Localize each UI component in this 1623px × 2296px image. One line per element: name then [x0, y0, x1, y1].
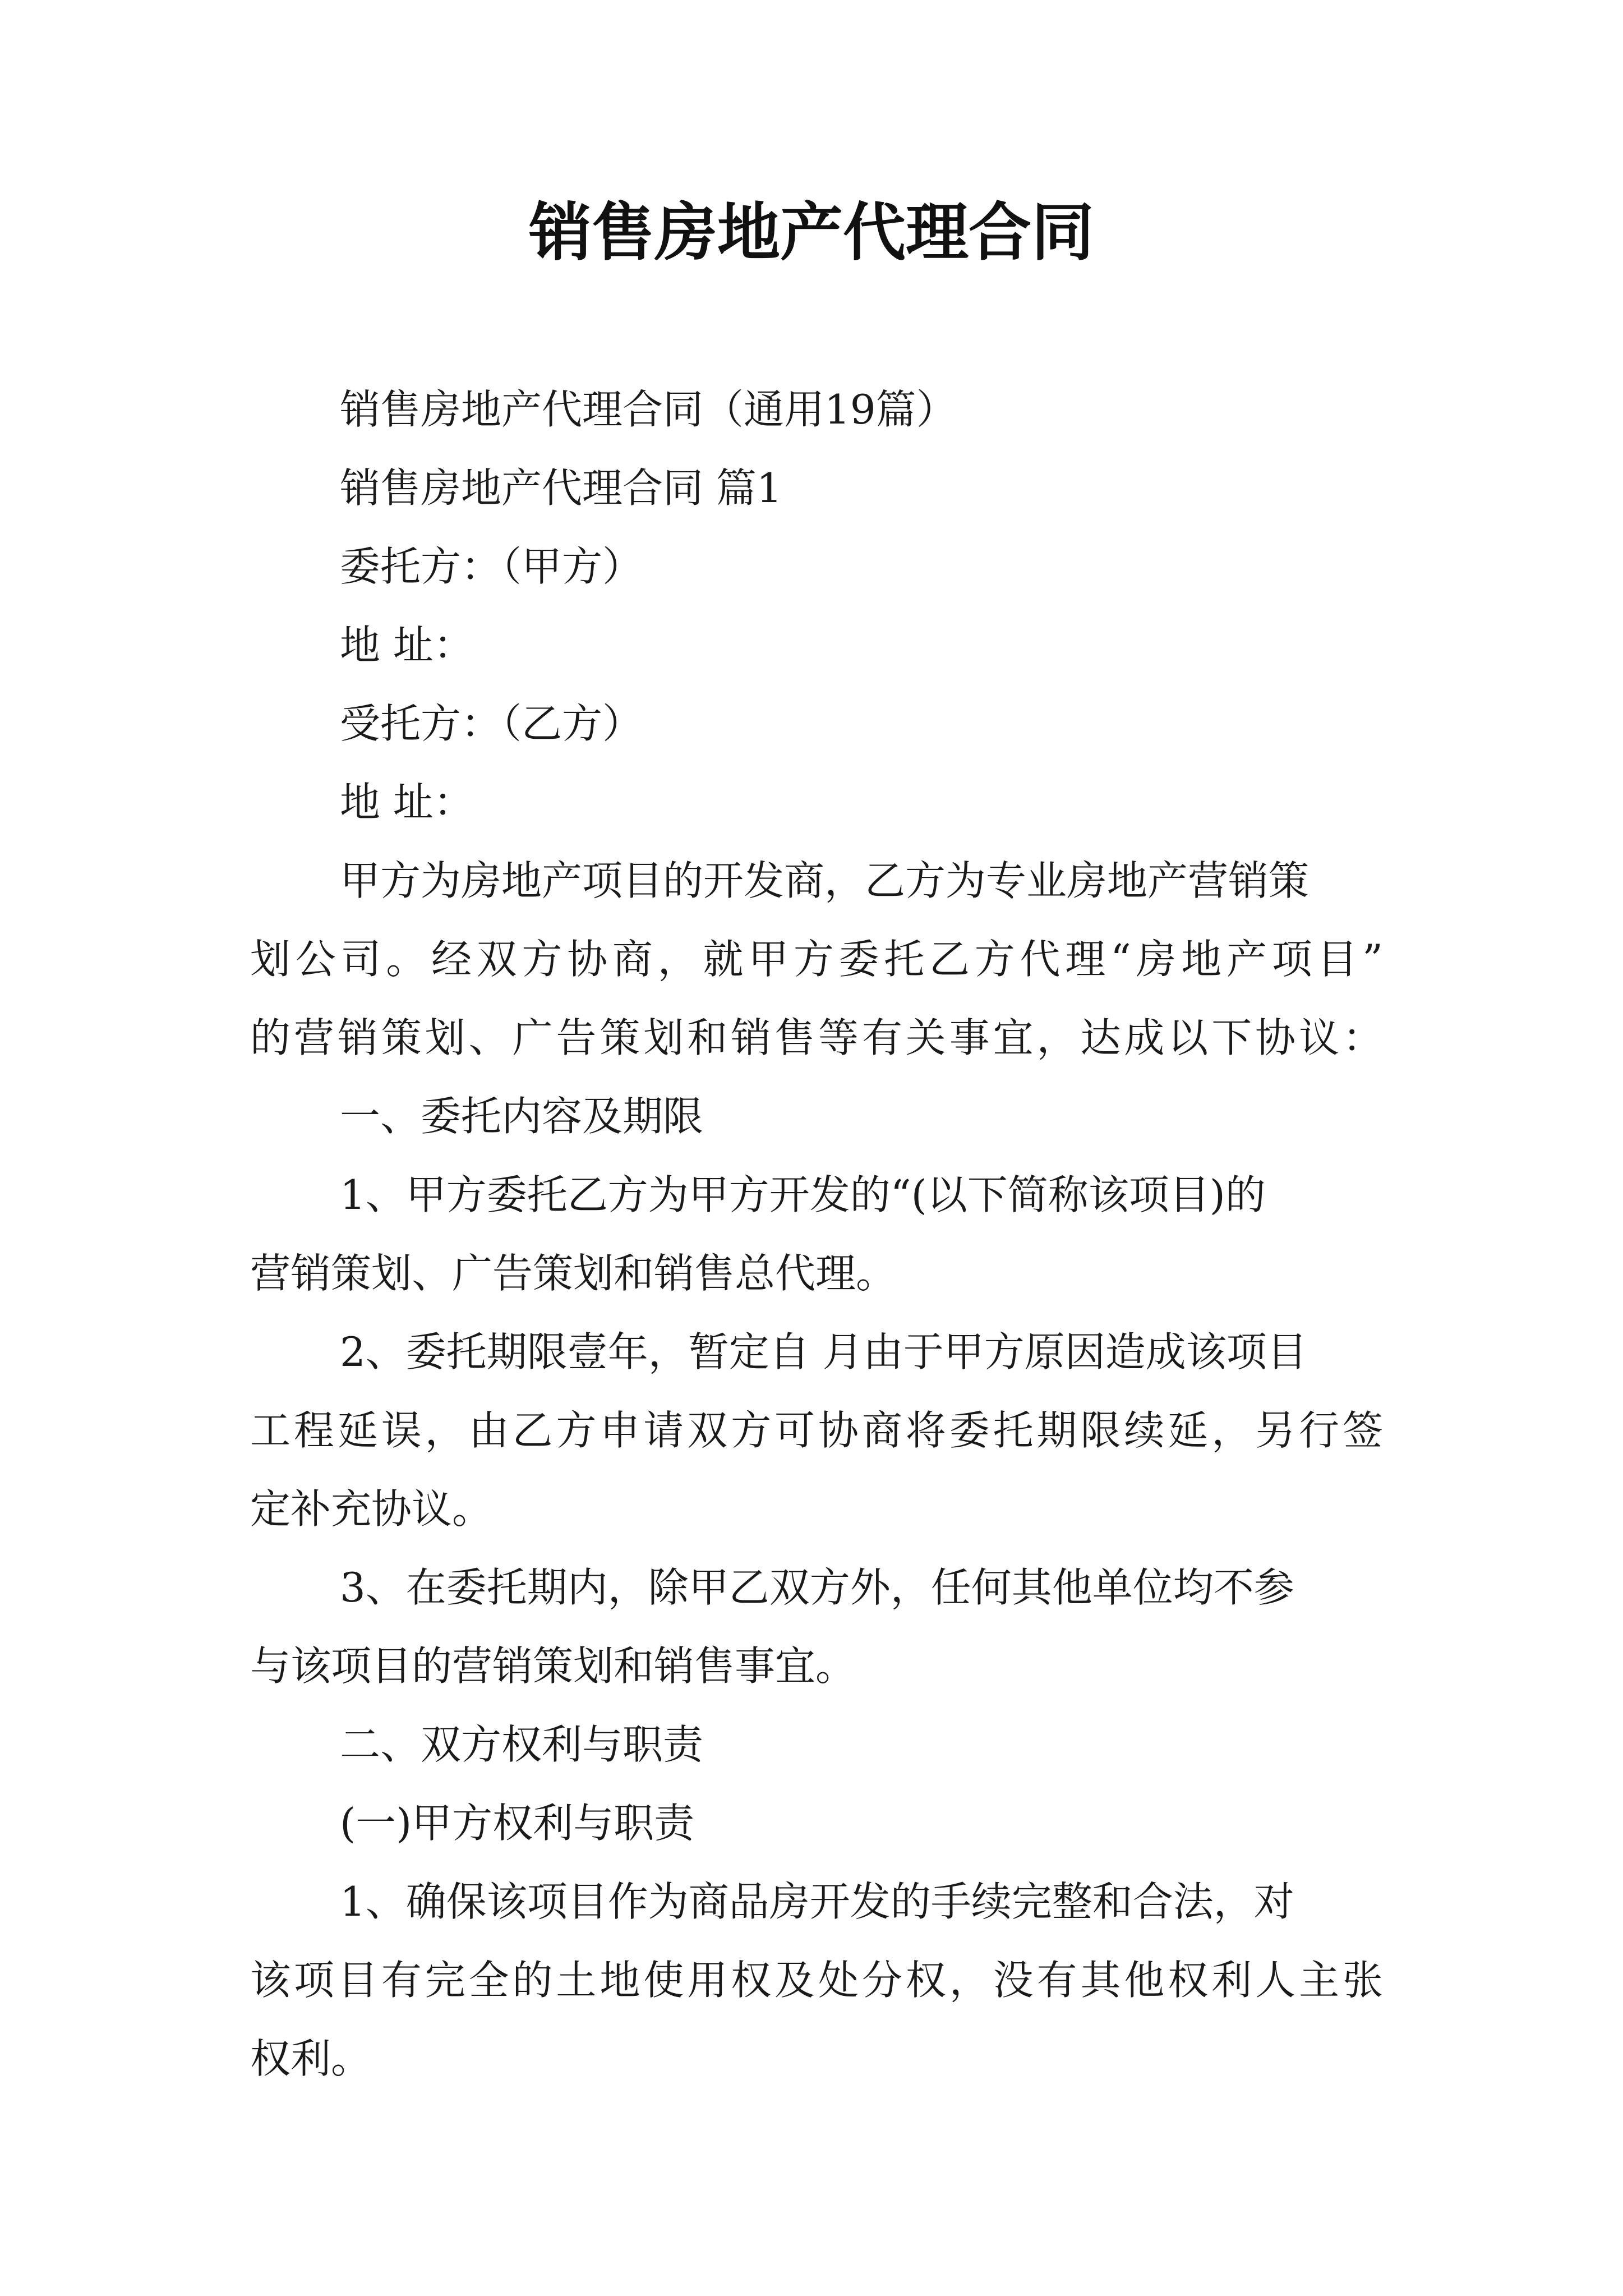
paragraph-line: 工程延误，由乙方申请双方可协商将委托期限续延，另行签 [250, 1407, 1383, 1454]
paragraph-line: 定补充协议。 [250, 1485, 493, 1533]
paragraph-line: 2、委托期限壹年，暂定自 月由于甲方原因造成该项目 [340, 1328, 1307, 1375]
clause-heading: 一、委托内容及期限 [340, 1093, 704, 1140]
principal-address-line: 地 址： [340, 622, 474, 669]
paragraph-line: 营销策划、广告策划和销售总代理。 [250, 1250, 897, 1297]
principal-party-line: 委托方：（甲方） [340, 543, 643, 590]
paragraph-line: 权利。 [250, 2035, 372, 2082]
paragraph-line: 甲方为房地产项目的开发商，乙方为专业房地产营销策 [340, 857, 1310, 904]
paragraph-line: 与该项目的营销策划和销售事宜。 [250, 1642, 856, 1690]
paragraph-line: 该项目有完全的土地使用权及处分权，没有其他权利人主张 [250, 1957, 1383, 2004]
paragraph-line: 3、在委托期内，除甲乙双方外，任何其他单位均不参 [340, 1564, 1294, 1611]
sub-clause-heading: (一)甲方权利与职责 [340, 1800, 695, 1847]
paragraph-line: 的营销策划、广告策划和销售等有关事宜，达成以下协议： [250, 1014, 1383, 1061]
paragraph-line: 1、确保该项目作为商品房开发的手续完整和合法，对 [340, 1878, 1294, 1925]
agent-address-line: 地 址： [340, 779, 474, 826]
document-title: 销售房地产代理合同 [529, 196, 1094, 269]
paragraph-line: 1、甲方委托乙方为甲方开发的“(以下简称该项目)的 [340, 1171, 1266, 1218]
agent-party-line: 受托方：（乙方） [340, 700, 643, 747]
subtitle-line: 销售房地产代理合同（通用19篇） [340, 386, 957, 433]
section-heading: 销售房地产代理合同 篇1 [340, 464, 782, 512]
clause-heading: 二、双方权利与职责 [340, 1721, 704, 1768]
paragraph-line: 划公司。经双方协商，就甲方委托乙方代理“房地产项目” [250, 936, 1383, 983]
